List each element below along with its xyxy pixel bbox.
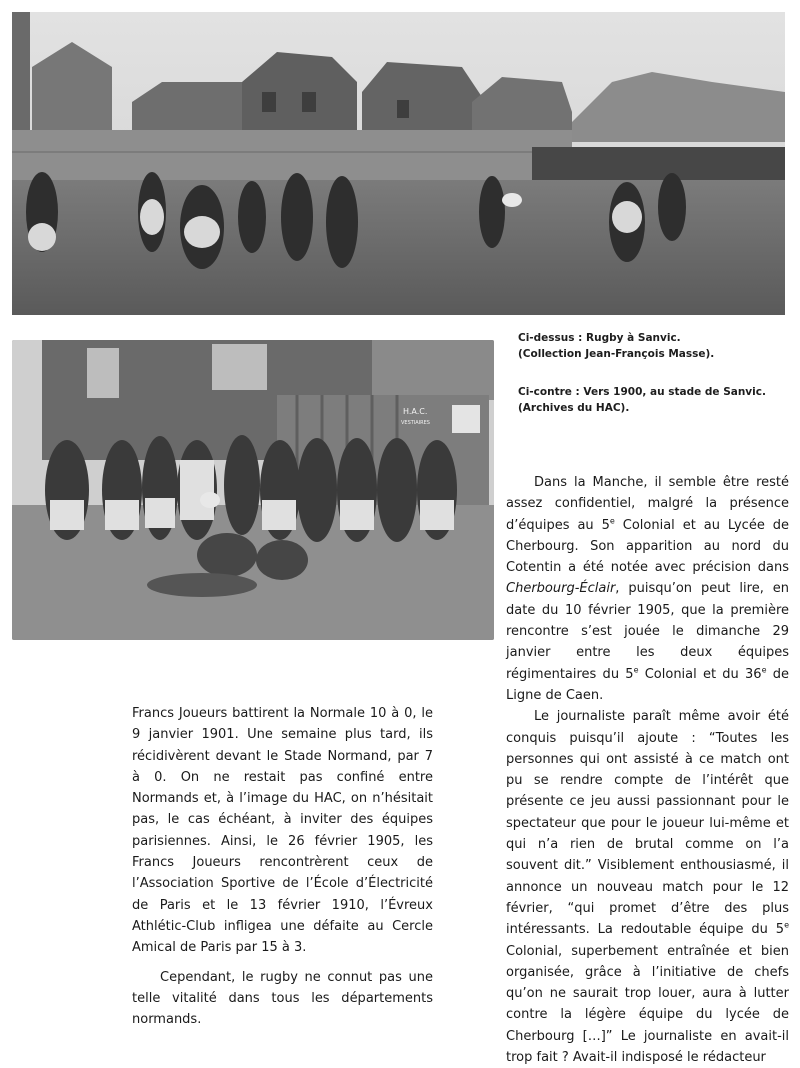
text-run: Colonial, superbement entraînée et bien organisée, grâce à l’initiative de chefs qu’on ne saurait trop louer, aura à lutter contre la légère équipe du lycée de Cherbourg […]” Le journaliste en avait-il trop fait ? Avait-il indisposé le rédacteur (506, 943, 789, 1066)
newspaper-title: Cherbourg-Éclair (506, 581, 616, 597)
superscript: e (761, 665, 767, 675)
hut-sign-hac: H.A.C. (403, 407, 428, 416)
caption-text: Vers 1900, au stade de Sanvic. (583, 386, 766, 398)
caption-credit: (Archives du HAC). (518, 401, 630, 414)
team-photo (12, 340, 494, 640)
caption-credit: (Collection Jean-François Masse). (518, 347, 715, 360)
text-run: Colonial et au Lycée de Cherbourg. Son apparition au nord du Cotentin a été notée avec précision dans (506, 517, 790, 576)
rugby-match-photo (12, 12, 785, 315)
paragraph: Francs Joueurs battirent la Normale 10 à 0, le 9 janvier 1901. Une semaine plus tard, ils récidivèrent devant le Stade Normand, par 7 à 0. On ne restait pas confiné entre Normands et, à l’image du HAC, on n’hésitait pas, le cas échéant, à inviter des équipes parisiennes. Ainsi, le 26 février 1905, les Francs Joueurs rencontrèrent ceux de l’Association Sportive de l’École d’Électricité de Paris et le 13 février 1910, l’Évreux Athlétic-Club infligea une défaite au Cercle Amical de Paris par 15 à 3. (132, 706, 433, 956)
team-photo-caption (518, 385, 793, 416)
paragraph (506, 706, 789, 1068)
superscript: e (633, 665, 639, 675)
paragraph (506, 472, 789, 706)
superscript: e (609, 516, 615, 526)
text-run: Colonial et du 36 (638, 666, 762, 682)
caption-label: Ci-dessus : (518, 332, 583, 344)
caption-text: Rugby à Sanvic. (586, 332, 681, 344)
text-run: de Ligne de Caen. (506, 666, 790, 703)
right-text-column (506, 472, 789, 1068)
hut-sign-vestiaires: VESTIAIRES (401, 420, 430, 426)
text-run: , puisqu’on peut lire, en date du 10 février 1905, que la première rencontre s’est jouée le dimanche 29 janvier entre les deux équipes régimentaires du 5 (506, 581, 789, 682)
text-run: Dans la Manche, il semble être resté assez confidentiel, malgré la présence d’équipes au 5 (506, 475, 789, 533)
left-text-column (132, 703, 433, 1030)
caption-label: Ci-contre : (518, 386, 580, 398)
paragraph: Cependant, le rugby ne connut pas une telle vitalité dans tous les départements normands. (132, 969, 433, 1028)
top-photo-caption (518, 331, 793, 362)
text-run: Le journaliste paraît même avoir été conquis puisqu’il ajoute : “Toutes les personnes qui ont assisté à ce match ont pu se rendre compte de l’intérêt que présente ce jeu aussi passionnant pour le spectateur que pour le joueur lui-même et qui n’a rien de brutal comme on l’a souvent dit.” Visiblement enthousiasmé, il annonce un nouveau match pour le 12 février, “qui promet d’être des plus intéressants. La redoutable équipe du 5 (506, 709, 789, 938)
superscript: e (784, 920, 789, 930)
